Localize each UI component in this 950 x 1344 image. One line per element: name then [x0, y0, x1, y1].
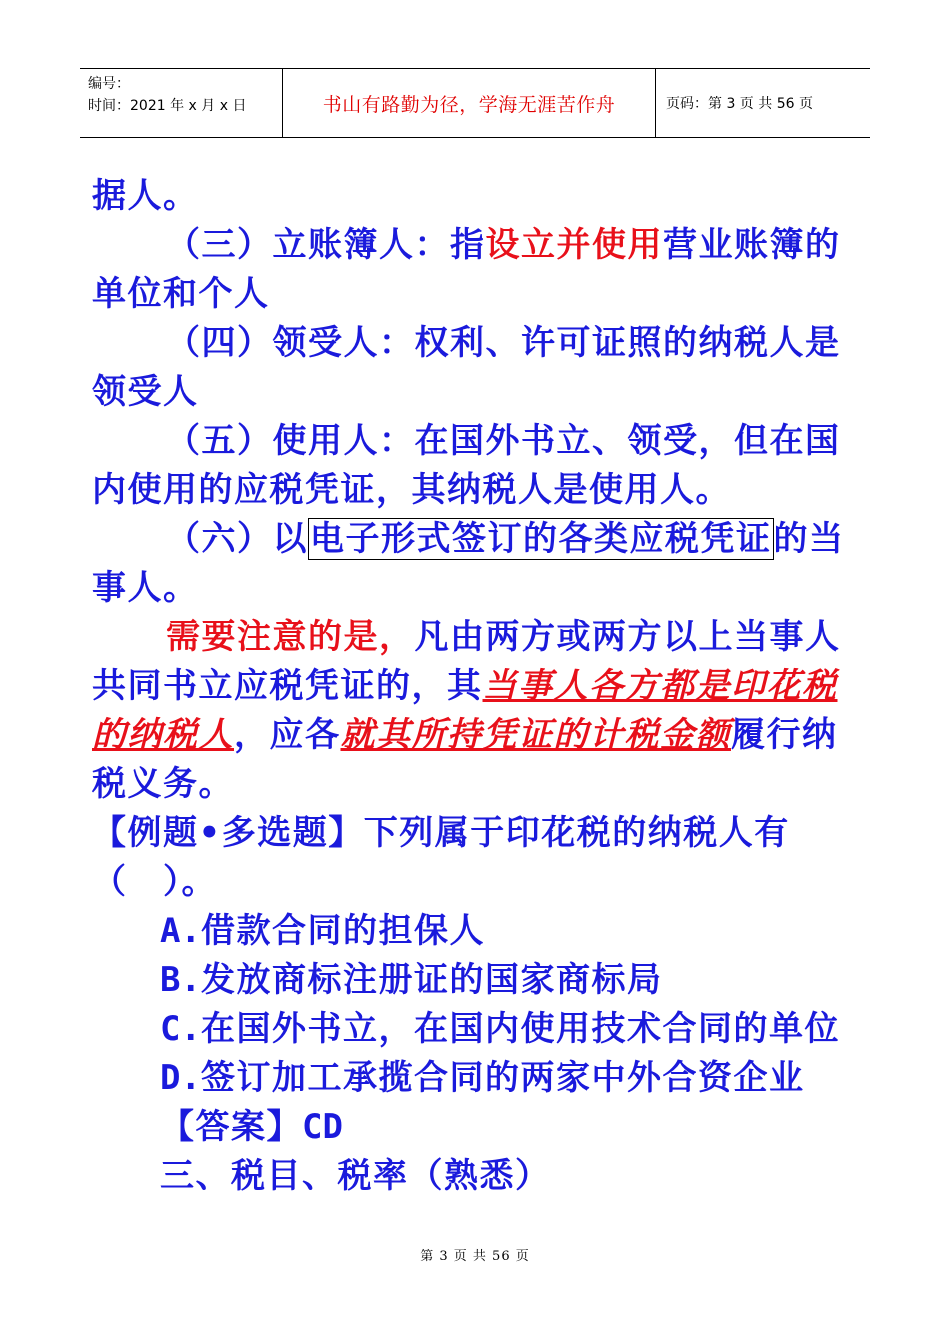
text-line: （四）领受人：权利、许可证照的纳税人是: [166, 323, 841, 363]
question-blank: （ ）。: [92, 862, 217, 902]
text-line: 共同书立应税凭证的，其当事人各方都是印花税: [92, 666, 838, 706]
text-line: 需要注意的是，凡由两方或两方以上当事人: [166, 617, 841, 657]
text-line: 税义务。: [92, 764, 234, 804]
text-line: （三）立账簿人：指设立并使用营业账簿的: [166, 225, 841, 265]
option-d: D.签订加工承揽合同的两家中外合资企业: [160, 1058, 805, 1098]
boxed-text: 电子形式签订的各类应税凭证: [310, 519, 772, 559]
highlight-text: 设立并使用: [485, 225, 663, 265]
number-label: 编号：: [88, 76, 130, 92]
text-line: （五）使用人：在国外书立、领受，但在国: [166, 421, 841, 461]
text-line: 的纳税人，应各就其所持凭证的计税金额履行纳: [92, 715, 838, 755]
emphasis-text: 当事人各方都是印花税: [482, 666, 838, 706]
document-body: [92, 172, 862, 1201]
emphasis-text: 就其所持凭证的计税金额: [340, 715, 731, 755]
page-footer: 第 3 页 共 56 页: [420, 1249, 530, 1264]
page-header: [80, 68, 870, 138]
section-heading: 三、税目、税率（熟悉）: [160, 1156, 551, 1196]
text-line: 领受人: [92, 372, 199, 412]
time-label: 时间：2021 年 x 月 x 日: [88, 98, 247, 114]
text-line: 事人。: [92, 568, 199, 608]
emphasis-text: 的纳税人: [92, 715, 234, 755]
note-label: 需要注意的是，: [166, 617, 415, 657]
text-line: 单位和个人: [92, 274, 270, 314]
text-line: 据人。: [92, 176, 199, 216]
question-title: 【例题•多选题】下列属于印花税的纳税人有: [92, 813, 790, 853]
option-b: B.发放商标注册证的国家商标局: [160, 960, 663, 1000]
text-line: 内使用的应税凭证，其纳税人是使用人。: [92, 470, 731, 510]
header-page-info: 页码：第 3 页 共 56 页: [666, 96, 813, 112]
answer: 【答案】CD: [160, 1107, 343, 1147]
header-motto: 书山有路勤为径，学海无涯苦作舟: [283, 69, 656, 137]
option-a: A.借款合同的担保人: [160, 911, 485, 951]
text-line: （六）以电子形式签订的各类应税凭证的当: [166, 519, 845, 559]
option-c: C.在国外书立，在国内使用技术合同的单位: [160, 1009, 840, 1049]
header-meta: [80, 69, 283, 137]
